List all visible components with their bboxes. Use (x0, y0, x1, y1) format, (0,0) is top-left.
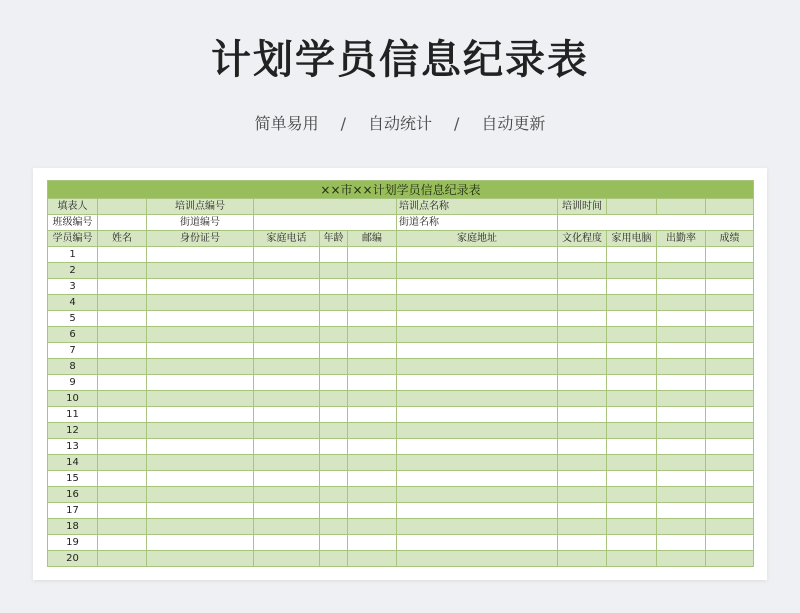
data-cell[interactable] (657, 439, 706, 455)
data-cell[interactable] (147, 471, 254, 487)
data-cell[interactable] (397, 471, 558, 487)
data-cell[interactable] (98, 295, 147, 311)
data-cell[interactable] (98, 471, 147, 487)
data-cell[interactable] (147, 263, 254, 279)
data-cell[interactable] (147, 551, 254, 567)
data-cell[interactable] (98, 519, 147, 535)
data-cell[interactable] (558, 247, 607, 263)
data-cell[interactable] (348, 423, 397, 439)
data-cell[interactable] (706, 295, 754, 311)
subtitle-separator: / (340, 114, 346, 133)
data-cell[interactable] (348, 375, 397, 391)
data-cell[interactable] (607, 535, 657, 551)
table-row (48, 423, 754, 439)
data-cell[interactable] (397, 423, 558, 439)
data-cell[interactable] (558, 279, 607, 295)
data-cell[interactable] (558, 327, 607, 343)
data-cell[interactable] (607, 295, 657, 311)
row-number: 18 (48, 519, 98, 535)
data-cell[interactable] (147, 247, 254, 263)
data-cell[interactable] (98, 503, 147, 519)
data-cell[interactable] (254, 391, 320, 407)
data-cell[interactable] (348, 407, 397, 423)
data-cell[interactable] (706, 343, 754, 359)
data-cell[interactable] (657, 535, 706, 551)
data-cell[interactable] (657, 359, 706, 375)
data-cell[interactable] (558, 391, 607, 407)
data-cell[interactable] (348, 279, 397, 295)
table-row (48, 279, 754, 295)
data-cell[interactable] (397, 343, 558, 359)
table-row (48, 263, 754, 279)
data-cell[interactable] (558, 535, 607, 551)
street-code-label: 街道编号 (147, 215, 254, 231)
table-row (48, 503, 754, 519)
data-cell[interactable] (706, 391, 754, 407)
row-number: 8 (48, 359, 98, 375)
data-cell[interactable] (320, 391, 348, 407)
data-cell[interactable] (558, 295, 607, 311)
data-cell[interactable] (706, 375, 754, 391)
data-cell[interactable] (254, 535, 320, 551)
data-cell[interactable] (320, 375, 348, 391)
data-cell[interactable] (657, 551, 706, 567)
data-cell[interactable] (254, 327, 320, 343)
data-cell[interactable] (348, 471, 397, 487)
record-table (47, 180, 754, 567)
row-number: 2 (48, 263, 98, 279)
table-row (48, 391, 754, 407)
col-header: 成绩 (706, 231, 754, 247)
data-cell[interactable] (147, 295, 254, 311)
data-cell[interactable] (98, 551, 147, 567)
data-cell[interactable] (706, 551, 754, 567)
table-banner: ××市××计划学员信息纪录表 (48, 181, 754, 199)
data-cell[interactable] (348, 503, 397, 519)
data-cell[interactable] (348, 455, 397, 471)
data-cell[interactable] (558, 519, 607, 535)
data-cell[interactable] (98, 343, 147, 359)
data-cell[interactable] (320, 503, 348, 519)
data-cell[interactable] (320, 359, 348, 375)
data-cell[interactable] (320, 247, 348, 263)
data-cell[interactable] (147, 311, 254, 327)
data-cell[interactable] (348, 311, 397, 327)
data-cell[interactable] (706, 455, 754, 471)
data-cell[interactable] (657, 455, 706, 471)
data-cell[interactable] (397, 439, 558, 455)
table-row (48, 551, 754, 567)
data-cell[interactable] (607, 423, 657, 439)
data-cell[interactable] (254, 311, 320, 327)
time-value-cell[interactable] (657, 199, 706, 215)
table-row (48, 327, 754, 343)
col-header: 邮编 (348, 231, 397, 247)
data-cell[interactable] (558, 439, 607, 455)
data-cell[interactable] (320, 295, 348, 311)
data-cell[interactable] (320, 439, 348, 455)
col-header: 家庭地址 (397, 231, 558, 247)
subtitle (0, 112, 800, 136)
data-cell[interactable] (397, 327, 558, 343)
row-number: 6 (48, 327, 98, 343)
data-cell[interactable] (607, 407, 657, 423)
row-number: 5 (48, 311, 98, 327)
data-cell[interactable] (397, 503, 558, 519)
data-cell[interactable] (706, 327, 754, 343)
data-cell[interactable] (254, 503, 320, 519)
data-cell[interactable] (348, 295, 397, 311)
data-cell[interactable] (397, 263, 558, 279)
data-cell[interactable] (607, 263, 657, 279)
data-cell[interactable] (706, 503, 754, 519)
data-cell[interactable] (558, 359, 607, 375)
row-number: 14 (48, 455, 98, 471)
data-cell[interactable] (397, 247, 558, 263)
data-cell[interactable] (147, 343, 254, 359)
table-row (48, 247, 754, 263)
data-cell[interactable] (348, 439, 397, 455)
data-cell[interactable] (706, 279, 754, 295)
data-cell[interactable] (397, 455, 558, 471)
data-cell[interactable] (320, 279, 348, 295)
data-cell[interactable] (607, 439, 657, 455)
data-cell[interactable] (706, 487, 754, 503)
data-cell[interactable] (254, 343, 320, 359)
data-cell[interactable] (98, 279, 147, 295)
col-header: 家用电脑 (607, 231, 657, 247)
data-cell[interactable] (558, 551, 607, 567)
data-cell[interactable] (706, 535, 754, 551)
data-cell[interactable] (254, 263, 320, 279)
data-cell[interactable] (147, 279, 254, 295)
data-cell[interactable] (657, 423, 706, 439)
data-cell[interactable] (706, 407, 754, 423)
data-cell[interactable] (98, 375, 147, 391)
data-cell[interactable] (558, 407, 607, 423)
data-cell[interactable] (147, 327, 254, 343)
data-cell[interactable] (607, 455, 657, 471)
data-cell[interactable] (657, 295, 706, 311)
table-row (48, 455, 754, 471)
data-cell[interactable] (657, 407, 706, 423)
table-row (48, 359, 754, 375)
data-cell[interactable] (254, 359, 320, 375)
page-title: 计划学员信息纪录表 (211, 37, 589, 83)
data-cell[interactable] (98, 439, 147, 455)
data-cell[interactable] (397, 311, 558, 327)
table-row (48, 311, 754, 327)
data-cell[interactable] (657, 343, 706, 359)
data-cell[interactable] (320, 407, 348, 423)
data-cell[interactable] (607, 359, 657, 375)
table-row (48, 375, 754, 391)
data-cell[interactable] (607, 487, 657, 503)
data-cell[interactable] (558, 343, 607, 359)
data-cell[interactable] (147, 487, 254, 503)
data-cell[interactable] (706, 471, 754, 487)
data-cell[interactable] (657, 487, 706, 503)
data-cell[interactable] (706, 359, 754, 375)
time-value-cell[interactable] (607, 199, 657, 215)
col-header: 年龄 (320, 231, 348, 247)
table-row (48, 471, 754, 487)
data-cell[interactable] (320, 311, 348, 327)
data-cell[interactable] (607, 519, 657, 535)
row-number: 7 (48, 343, 98, 359)
table-row (48, 519, 754, 535)
col-header: 学员编号 (48, 231, 98, 247)
data-cell[interactable] (348, 487, 397, 503)
data-cell[interactable] (98, 327, 147, 343)
data-cell[interactable] (657, 503, 706, 519)
data-cell[interactable] (348, 535, 397, 551)
row-number: 20 (48, 551, 98, 567)
street-code-value-cell[interactable] (254, 215, 397, 231)
data-cell[interactable] (397, 535, 558, 551)
data-cell[interactable] (657, 279, 706, 295)
data-cell[interactable] (397, 295, 558, 311)
table-row (48, 439, 754, 455)
data-cell[interactable] (607, 311, 657, 327)
data-cell[interactable] (607, 391, 657, 407)
row-number: 10 (48, 391, 98, 407)
data-cell[interactable] (397, 519, 558, 535)
data-cell[interactable] (397, 487, 558, 503)
data-cell[interactable] (254, 375, 320, 391)
row-number: 1 (48, 247, 98, 263)
data-cell[interactable] (706, 423, 754, 439)
data-cell[interactable] (558, 503, 607, 519)
data-cell[interactable] (147, 359, 254, 375)
col-header: 出勤率 (657, 231, 706, 247)
filler-value-cell[interactable] (98, 199, 147, 215)
data-cell[interactable] (147, 391, 254, 407)
col-header: 姓名 (98, 231, 147, 247)
data-cell[interactable] (254, 279, 320, 295)
row-number: 15 (48, 471, 98, 487)
data-cell[interactable] (147, 423, 254, 439)
data-cell[interactable] (558, 375, 607, 391)
row-number: 13 (48, 439, 98, 455)
data-cell[interactable] (397, 375, 558, 391)
data-cell[interactable] (254, 439, 320, 455)
table-row (48, 295, 754, 311)
subtitle-item: 自动更新 (481, 114, 546, 133)
data-cell[interactable] (98, 247, 147, 263)
data-cell[interactable] (98, 407, 147, 423)
data-cell[interactable] (320, 263, 348, 279)
data-cell[interactable] (607, 471, 657, 487)
data-cell[interactable] (98, 423, 147, 439)
data-cell[interactable] (348, 263, 397, 279)
subtitle-item: 自动统计 (367, 114, 432, 133)
row-number: 4 (48, 295, 98, 311)
table-row (48, 535, 754, 551)
filler-label: 填表人 (48, 199, 98, 215)
data-cell[interactable] (607, 343, 657, 359)
data-cell[interactable] (706, 247, 754, 263)
data-cell[interactable] (147, 519, 254, 535)
data-cell[interactable] (98, 311, 147, 327)
subtitle-separator: / (454, 114, 460, 133)
street-name-value-cell[interactable] (558, 215, 754, 231)
data-cell[interactable] (657, 263, 706, 279)
data-cell[interactable] (320, 487, 348, 503)
data-cell[interactable] (657, 471, 706, 487)
row-number: 16 (48, 487, 98, 503)
data-cell[interactable] (98, 487, 147, 503)
col-header: 文化程度 (558, 231, 607, 247)
data-cell[interactable] (348, 343, 397, 359)
row-number: 9 (48, 375, 98, 391)
data-cell[interactable] (657, 391, 706, 407)
data-cell[interactable] (397, 551, 558, 567)
data-cell[interactable] (397, 407, 558, 423)
data-cell[interactable] (558, 471, 607, 487)
data-cell[interactable] (147, 503, 254, 519)
row-number: 12 (48, 423, 98, 439)
site-name-label: 培训点名称 (397, 199, 558, 215)
row-number: 3 (48, 279, 98, 295)
sheet-card (33, 168, 767, 580)
data-cell[interactable] (348, 551, 397, 567)
site-code-value-cell[interactable] (254, 199, 397, 215)
data-cell[interactable] (558, 487, 607, 503)
data-cell[interactable] (607, 551, 657, 567)
data-cell[interactable] (607, 279, 657, 295)
data-cell[interactable] (657, 375, 706, 391)
data-cell[interactable] (98, 535, 147, 551)
data-cell[interactable] (98, 391, 147, 407)
data-cell[interactable] (98, 263, 147, 279)
data-cell[interactable] (98, 455, 147, 471)
data-cell[interactable] (254, 551, 320, 567)
site-code-label: 培训点编号 (147, 199, 254, 215)
data-cell[interactable] (607, 375, 657, 391)
table-row (48, 487, 754, 503)
data-cell[interactable] (558, 423, 607, 439)
data-cell[interactable] (147, 375, 254, 391)
data-cell[interactable] (320, 343, 348, 359)
data-cell[interactable] (558, 263, 607, 279)
data-cell[interactable] (254, 455, 320, 471)
data-cell[interactable] (657, 247, 706, 263)
row-number: 19 (48, 535, 98, 551)
data-cell[interactable] (254, 407, 320, 423)
data-cell[interactable] (254, 247, 320, 263)
data-cell[interactable] (320, 551, 348, 567)
data-cell[interactable] (706, 439, 754, 455)
data-cell[interactable] (657, 311, 706, 327)
data-cell[interactable] (320, 327, 348, 343)
data-cell[interactable] (320, 535, 348, 551)
table-row (48, 407, 754, 423)
subtitle-item: 简单易用 (254, 114, 319, 133)
time-label: 培训时间 (558, 199, 607, 215)
data-cell[interactable] (348, 519, 397, 535)
data-cell[interactable] (147, 535, 254, 551)
data-cell[interactable] (254, 471, 320, 487)
data-cell[interactable] (147, 455, 254, 471)
data-cell[interactable] (706, 519, 754, 535)
data-cell[interactable] (147, 439, 254, 455)
data-cell[interactable] (348, 327, 397, 343)
data-cell[interactable] (147, 407, 254, 423)
data-cell[interactable] (254, 519, 320, 535)
class-code-value-cell[interactable] (98, 215, 147, 231)
data-cell[interactable] (706, 311, 754, 327)
data-cell[interactable] (657, 327, 706, 343)
data-cell[interactable] (320, 471, 348, 487)
data-cell[interactable] (320, 455, 348, 471)
col-header: 家庭电话 (254, 231, 320, 247)
data-cell[interactable] (397, 279, 558, 295)
col-header: 身份证号 (147, 231, 254, 247)
data-cell[interactable] (320, 519, 348, 535)
data-cell[interactable] (254, 487, 320, 503)
data-cell[interactable] (558, 311, 607, 327)
table-row (48, 343, 754, 359)
data-cell[interactable] (320, 423, 348, 439)
data-cell[interactable] (254, 295, 320, 311)
row-number: 17 (48, 503, 98, 519)
data-cell[interactable] (558, 455, 607, 471)
data-cell[interactable] (607, 247, 657, 263)
data-cell[interactable] (657, 519, 706, 535)
data-cell[interactable] (348, 247, 397, 263)
data-cell[interactable] (254, 423, 320, 439)
data-cell[interactable] (348, 359, 397, 375)
data-cell[interactable] (397, 359, 558, 375)
time-value-cell[interactable] (706, 199, 754, 215)
data-cell[interactable] (397, 391, 558, 407)
data-cell[interactable] (98, 359, 147, 375)
street-name-label: 街道名称 (397, 215, 558, 231)
data-cell[interactable] (607, 327, 657, 343)
class-code-label: 班级编号 (48, 215, 98, 231)
data-cell[interactable] (607, 503, 657, 519)
data-cell[interactable] (706, 263, 754, 279)
data-cell[interactable] (348, 391, 397, 407)
row-number: 11 (48, 407, 98, 423)
